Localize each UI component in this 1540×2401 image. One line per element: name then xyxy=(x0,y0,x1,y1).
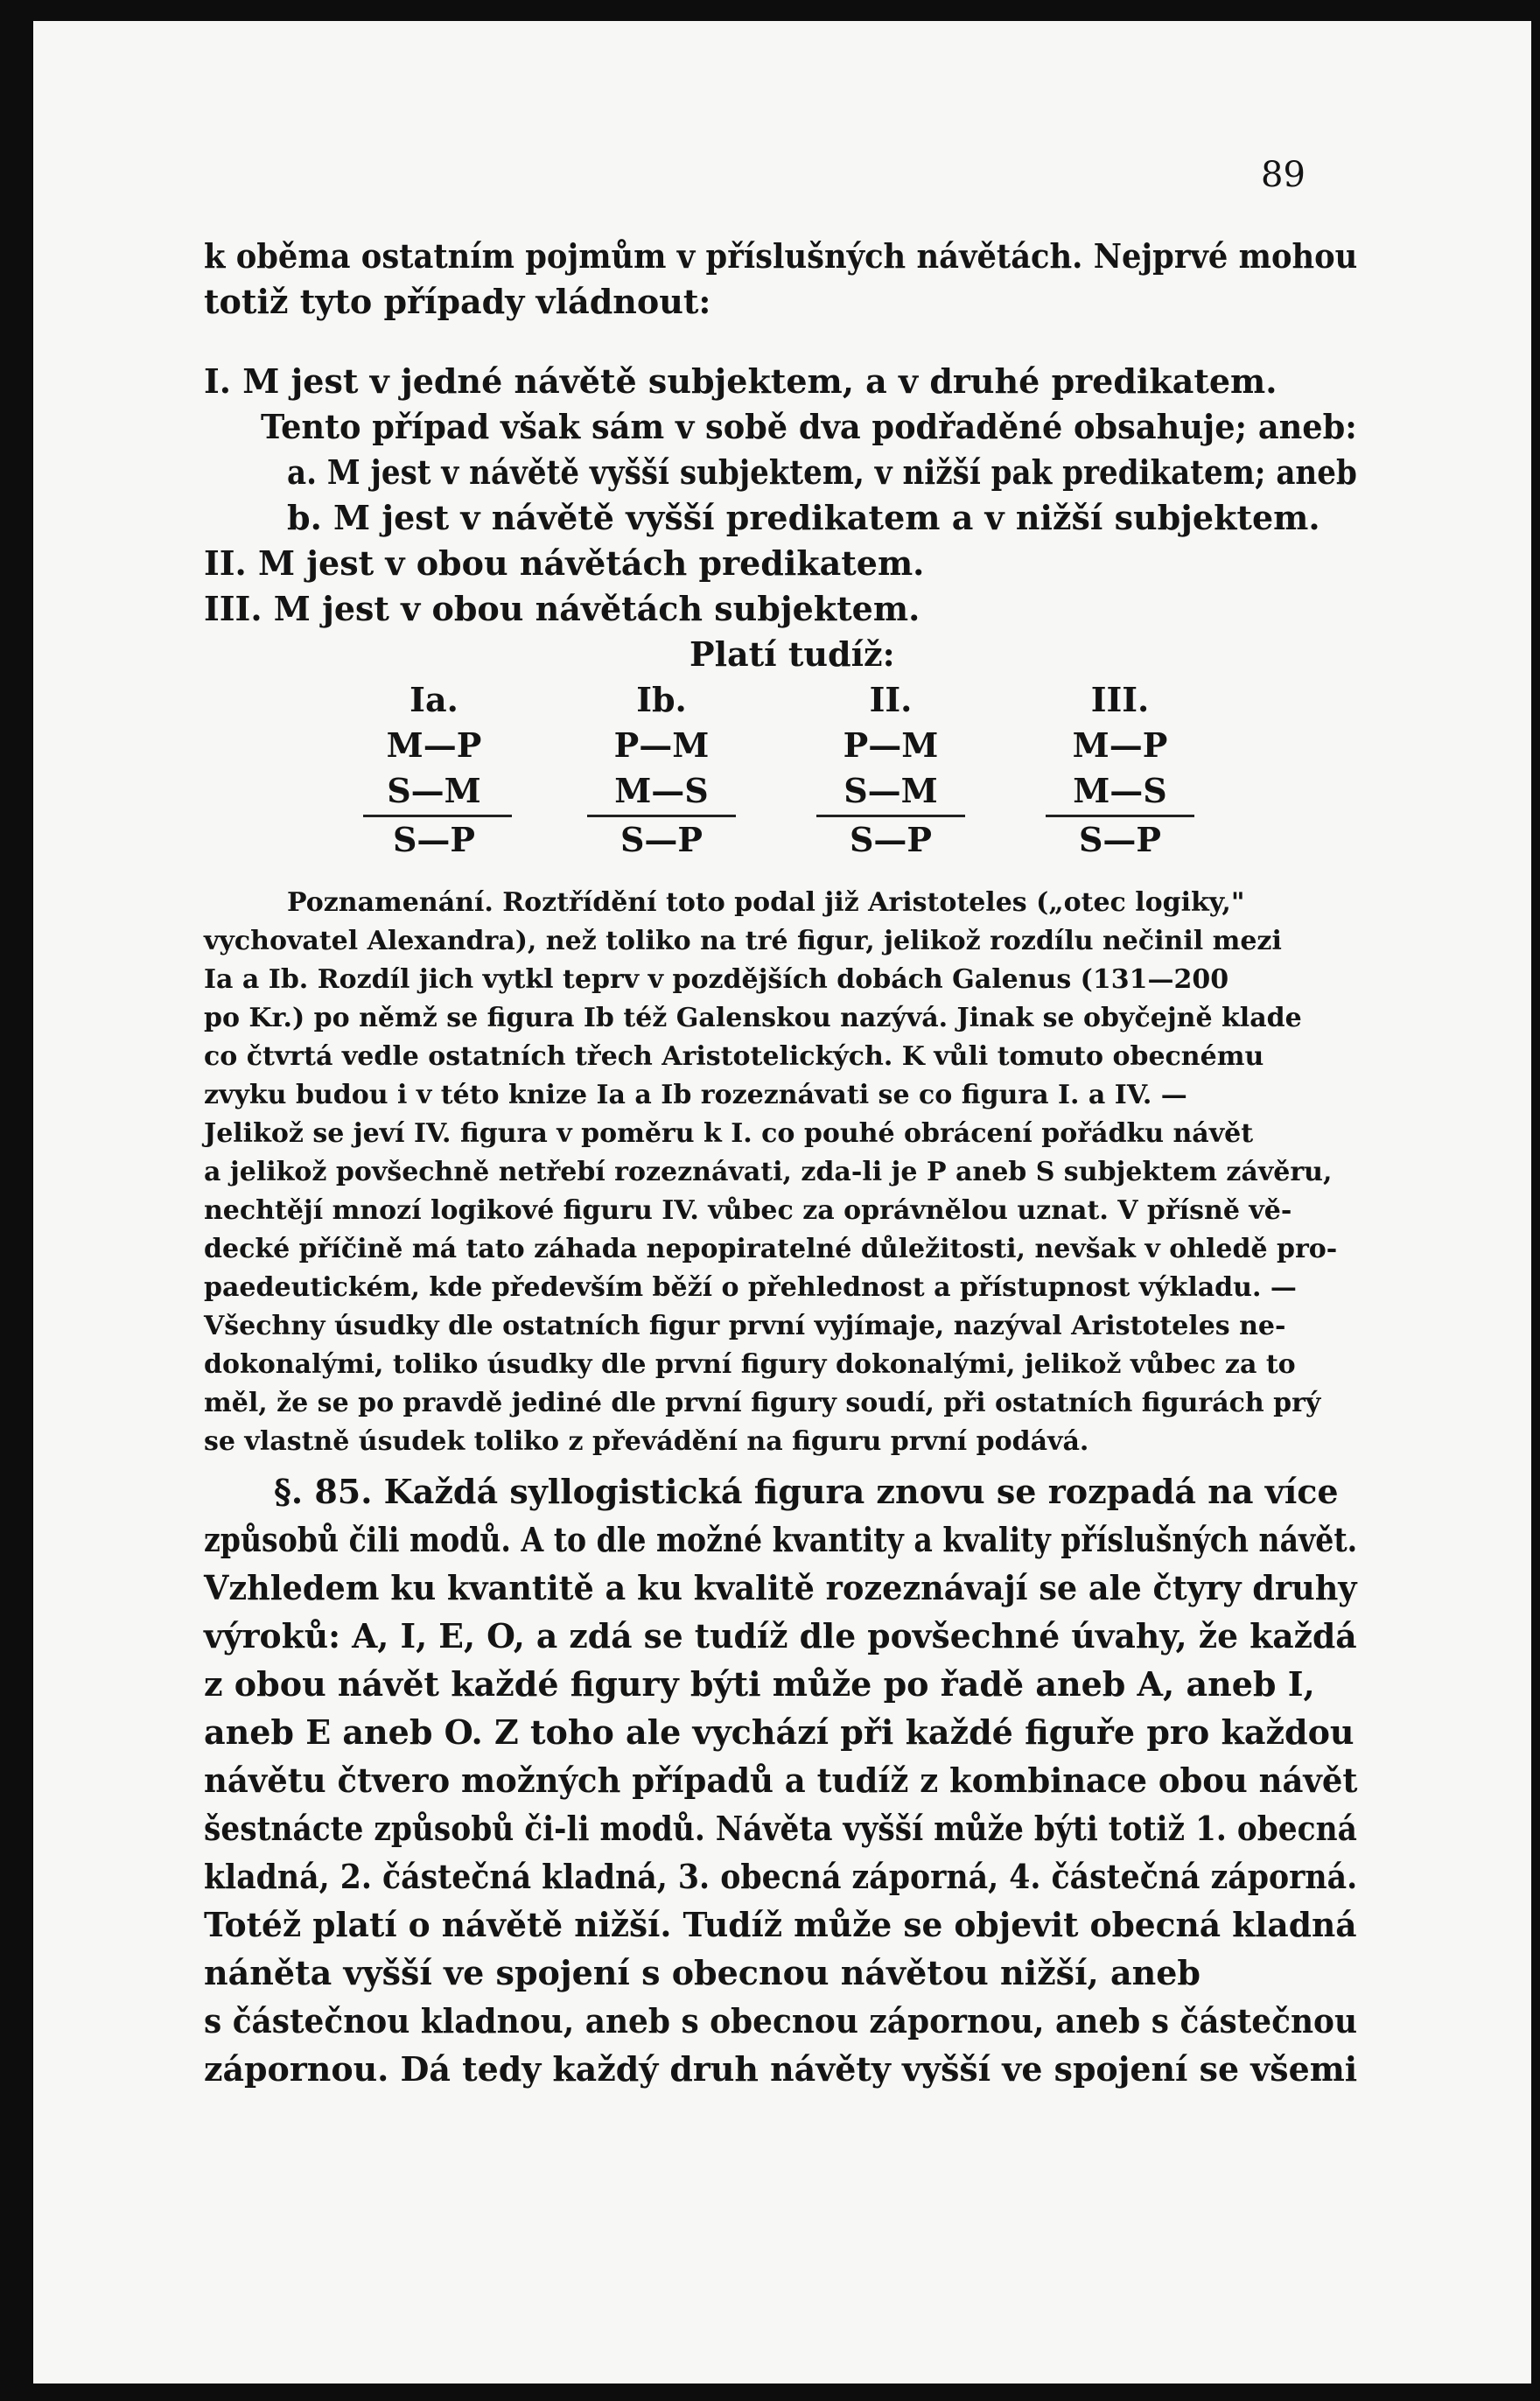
figure-rule xyxy=(363,815,512,817)
text-line: Tento případ však sám v sobě dva podřaděné obsahuje; aneb: xyxy=(261,407,1357,446)
paragraph-line: náněta vyšší ve spojení s obecnou návětou nižší, aneb xyxy=(204,1953,1200,1992)
page-number: 89 xyxy=(1261,155,1306,195)
figure-premise: M—P xyxy=(1072,725,1168,765)
note-line: po Kr.) po němž se figura Ib též Galenskou nazývá. Jinak se obyčejně klade xyxy=(204,1003,1302,1033)
note-line: se vlastně úsudek toliko z převádění na figuru první podává. xyxy=(204,1426,1089,1457)
paragraph-line: §. 85. Každá syllogistická figura znovu se rozpadá na více xyxy=(274,1472,1339,1511)
paragraph-line: zápornou. Dá tedy každý druh návěty vyšší ve spojení se všemi xyxy=(204,2049,1358,2089)
paragraph-line: způsobů čili modů. A to dle možné kvantity a kvality příslušných návět. xyxy=(204,1520,1358,1559)
figure-conclusion: S—P xyxy=(620,820,704,859)
text-line: I. M jest v jedné návětě subjektem, a v druhé predikatem. xyxy=(204,361,1278,401)
figure-premise: P—M xyxy=(613,725,710,765)
note-line: dokonalými, toliko úsudky dle první figury dokonalými, jelikož vůbec za to xyxy=(204,1349,1296,1380)
note-line: co čtvrtá vedle ostatních třech Aristotelických. K vůli tomuto obecnému xyxy=(204,1041,1264,1072)
text-line: a. M jest v návětě vyšší subjektem, v nižší pak predikatem; aneb xyxy=(287,452,1357,492)
figure-label: Ia. xyxy=(410,680,458,719)
text-line: b. M jest v návětě vyšší predikatem a v nižší subjektem. xyxy=(287,498,1320,537)
figure-premise: M—P xyxy=(386,725,482,765)
figure-premise: S—M xyxy=(387,771,481,810)
paragraph-line: z obou návět každé figury býti může po řadě aneb A, aneb I, xyxy=(204,1664,1315,1704)
figure-premise: P—M xyxy=(843,725,939,765)
figure-label: III. xyxy=(1090,680,1150,719)
note-line: nechtějí mnozí logikové figuru IV. vůbec za oprávnělou uznat. V přísně vě- xyxy=(204,1195,1292,1226)
note-line: decké příčině má tato záhada nepopiratelné důležitosti, nevšak v ohledě pro- xyxy=(204,1234,1338,1264)
paragraph-line: výroků: A, I, E, O, a zdá se tudíž dle povšechné úvahy, že každá xyxy=(204,1616,1357,1656)
figure-rule xyxy=(816,815,965,817)
paragraph-line: Vzhledem ku kvantitě a ku kvalitě rozeznávají se ale čtyry druhy xyxy=(204,1568,1357,1607)
paragraph-line: aneb E aneb O. Z toho ale vychází při každé figuře pro každou xyxy=(204,1712,1354,1752)
figure-conclusion: S—P xyxy=(392,820,476,859)
text-line: totiž tyto případy vládnout: xyxy=(204,282,711,321)
figure-premise: M—S xyxy=(614,771,709,810)
figure-conclusion: S—P xyxy=(1078,820,1162,859)
note-line: Poznamenání. Roztřídění toto podal již Aristoteles („otec logiky," xyxy=(287,887,1245,918)
note-line: vychovatel Alexandra), než toliko na tré figur, jelikož rozdílu nečinil mezi xyxy=(204,926,1282,956)
note-line: Ia a Ib. Rozdíl jich vytkl teprv v pozdějších dobách Galenus (131—200 xyxy=(204,964,1229,995)
figure-premise: M—S xyxy=(1073,771,1167,810)
figure-label: Ib. xyxy=(636,680,687,719)
figure-rule xyxy=(587,815,736,817)
figure-rule xyxy=(1046,815,1194,817)
text-line: k oběma ostatním pojmům v příslušných návětách. Nejprvé mohou xyxy=(204,236,1358,276)
note-line: Všechny úsudky dle ostatních figur první vyjímaje, nazýval Aristoteles ne- xyxy=(204,1311,1286,1341)
figure-premise: S—M xyxy=(844,771,938,810)
paragraph-line: návětu čtvero možných případů a tudíž z kombinace obou návět xyxy=(204,1760,1358,1800)
figure-conclusion: S—P xyxy=(849,820,933,859)
figure-label: II. xyxy=(869,680,913,719)
paragraph-line: kladná, 2. částečná kladná, 3. obecná záporná, 4. částečná záporná. xyxy=(204,1857,1358,1896)
text-line: III. M jest v obou návětách subjektem. xyxy=(204,589,920,628)
paragraph-line: Totéž platí o návětě nižší. Tudíž může se objevit obecná kladná xyxy=(204,1905,1357,1944)
text-line: II. M jest v obou návětách predikatem. xyxy=(204,543,925,583)
note-line: Jelikož se jeví IV. figura v poměru k I. co pouhé obrácení pořádku návět xyxy=(204,1118,1254,1149)
plati-heading: Platí tudíž: xyxy=(690,634,895,674)
note-line: měl, že se po pravdě jediné dle první figury soudí, při ostatních figurách prý xyxy=(204,1388,1321,1418)
note-line: zvyku budou i v této knize Ia a Ib rozeznávati se co figura I. a IV. — xyxy=(204,1080,1187,1110)
paragraph-line: s částečnou kladnou, aneb s obecnou zápornou, aneb s částečnou xyxy=(204,2001,1358,2040)
paragraph-line: šestnácte způsobů či-li modů. Návěta vyšší může býti totiž 1. obecná xyxy=(204,1809,1357,1848)
note-line: paedeutickém, kde především běží o přehlednost a přístupnost výkladu. — xyxy=(204,1272,1297,1303)
note-line: a jelikož povšechně netřebí rozeznávati, zda-li je P aneb S subjektem závěru, xyxy=(204,1157,1333,1187)
book-page xyxy=(33,21,1531,2384)
